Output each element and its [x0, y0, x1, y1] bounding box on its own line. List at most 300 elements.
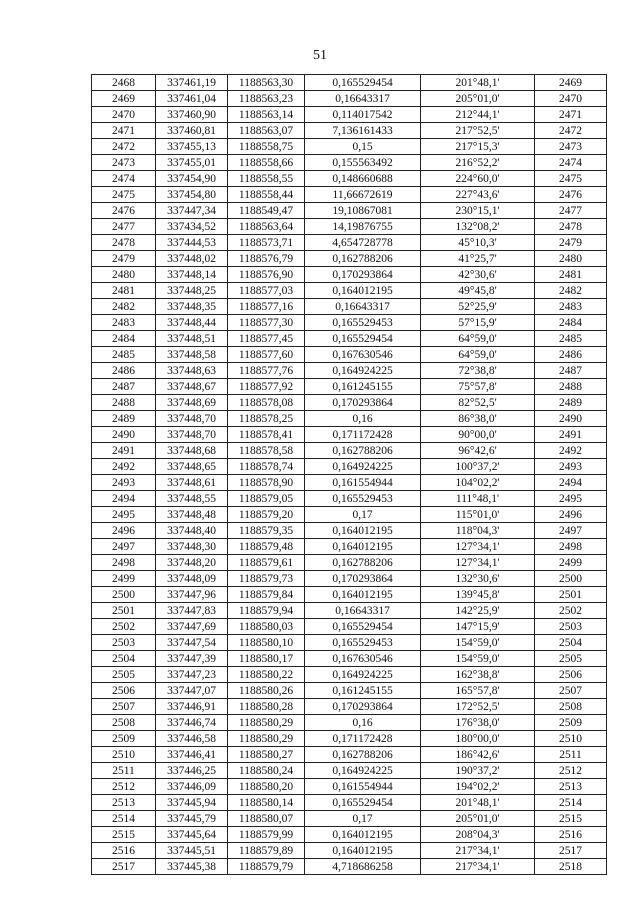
segment-length-cell: 0,17 — [305, 507, 421, 523]
direction-angle-cell: 42°30,6' — [421, 267, 535, 283]
direction-angle-cell: 45°10,3' — [421, 235, 535, 251]
x-coordinate-cell: 337446,91 — [156, 699, 228, 715]
point-from-cell: 2493 — [92, 475, 156, 491]
segment-length-cell: 0,165529453 — [305, 635, 421, 651]
segment-length-cell: 0,164012195 — [305, 843, 421, 859]
y-coordinate-cell: 1188579,84 — [228, 587, 305, 603]
direction-angle-cell: 190°37,2' — [421, 763, 535, 779]
y-coordinate-cell: 1188579,73 — [228, 571, 305, 587]
point-from-cell: 2516 — [92, 843, 156, 859]
x-coordinate-cell: 337448,48 — [156, 507, 228, 523]
y-coordinate-cell: 1188558,75 — [228, 139, 305, 155]
direction-angle-cell: 139°45,8' — [421, 587, 535, 603]
table-row — [92, 699, 607, 715]
point-to-cell: 2501 — [535, 587, 607, 603]
direction-angle-cell: 100°37,2' — [421, 459, 535, 475]
point-to-cell: 2502 — [535, 603, 607, 619]
x-coordinate-cell: 337448,67 — [156, 379, 228, 395]
y-coordinate-cell: 1188576,90 — [228, 267, 305, 283]
segment-length-cell: 14,19876755 — [305, 219, 421, 235]
point-from-cell: 2499 — [92, 571, 156, 587]
direction-angle-cell: 127°34,1' — [421, 539, 535, 555]
point-from-cell: 2489 — [92, 411, 156, 427]
y-coordinate-cell: 1188549,47 — [228, 203, 305, 219]
table-row — [92, 555, 607, 571]
point-to-cell: 2503 — [535, 619, 607, 635]
y-coordinate-cell: 1188563,14 — [228, 107, 305, 123]
point-from-cell: 2500 — [92, 587, 156, 603]
segment-length-cell: 0,161554944 — [305, 779, 421, 795]
point-to-cell: 2512 — [535, 763, 607, 779]
y-coordinate-cell: 1188580,14 — [228, 795, 305, 811]
table-row — [92, 459, 607, 475]
segment-length-cell: 0,161245155 — [305, 683, 421, 699]
segment-length-cell: 0,162788206 — [305, 555, 421, 571]
point-to-cell: 2511 — [535, 747, 607, 763]
point-to-cell: 2469 — [535, 75, 607, 91]
y-coordinate-cell: 1188577,76 — [228, 363, 305, 379]
direction-angle-cell: 217°15,3' — [421, 139, 535, 155]
direction-angle-cell: 154°59,0' — [421, 635, 535, 651]
segment-length-cell: 0,171172428 — [305, 427, 421, 443]
segment-length-cell: 11,66672619 — [305, 187, 421, 203]
direction-angle-cell: 118°04,3' — [421, 523, 535, 539]
point-from-cell: 2502 — [92, 619, 156, 635]
table-row — [92, 491, 607, 507]
x-coordinate-cell: 337455,01 — [156, 155, 228, 171]
point-to-cell: 2497 — [535, 523, 607, 539]
x-coordinate-cell: 337446,09 — [156, 779, 228, 795]
table-row — [92, 267, 607, 283]
point-from-cell: 2507 — [92, 699, 156, 715]
point-from-cell: 2480 — [92, 267, 156, 283]
x-coordinate-cell: 337448,63 — [156, 363, 228, 379]
table-row — [92, 123, 607, 139]
point-from-cell: 2495 — [92, 507, 156, 523]
point-to-cell: 2474 — [535, 155, 607, 171]
direction-angle-cell: 57°15,9' — [421, 315, 535, 331]
table-row — [92, 763, 607, 779]
point-from-cell: 2486 — [92, 363, 156, 379]
x-coordinate-cell: 337447,23 — [156, 667, 228, 683]
direction-angle-cell: 217°52,5' — [421, 123, 535, 139]
point-to-cell: 2514 — [535, 795, 607, 811]
table-row — [92, 203, 607, 219]
table-row — [92, 683, 607, 699]
segment-length-cell: 0,170293864 — [305, 699, 421, 715]
direction-angle-cell: 72°38,8' — [421, 363, 535, 379]
table-row — [92, 235, 607, 251]
table-row — [92, 475, 607, 491]
y-coordinate-cell: 1188577,45 — [228, 331, 305, 347]
direction-angle-cell: 208°04,3' — [421, 827, 535, 843]
x-coordinate-cell: 337460,81 — [156, 123, 228, 139]
x-coordinate-cell: 337445,51 — [156, 843, 228, 859]
x-coordinate-cell: 337454,80 — [156, 187, 228, 203]
direction-angle-cell: 132°30,6' — [421, 571, 535, 587]
table-row — [92, 347, 607, 363]
point-from-cell: 2482 — [92, 299, 156, 315]
point-to-cell: 2496 — [535, 507, 607, 523]
point-to-cell: 2495 — [535, 491, 607, 507]
y-coordinate-cell: 1188580,28 — [228, 699, 305, 715]
direction-angle-cell: 230°15,1' — [421, 203, 535, 219]
point-to-cell: 2506 — [535, 667, 607, 683]
x-coordinate-cell: 337448,30 — [156, 539, 228, 555]
y-coordinate-cell: 1188580,29 — [228, 731, 305, 747]
x-coordinate-cell: 337448,65 — [156, 459, 228, 475]
point-from-cell: 2488 — [92, 395, 156, 411]
table-row — [92, 811, 607, 827]
y-coordinate-cell: 1188580,03 — [228, 619, 305, 635]
table-row — [92, 635, 607, 651]
direction-angle-cell: 154°59,0' — [421, 651, 535, 667]
direction-angle-cell: 201°48,1' — [421, 75, 535, 91]
y-coordinate-cell: 1188579,20 — [228, 507, 305, 523]
table-row — [92, 299, 607, 315]
table-row — [92, 619, 607, 635]
table-row — [92, 75, 607, 91]
x-coordinate-cell: 337447,83 — [156, 603, 228, 619]
direction-angle-cell: 104°02,2' — [421, 475, 535, 491]
direction-angle-cell: 217°34,1' — [421, 859, 535, 875]
point-from-cell: 2508 — [92, 715, 156, 731]
x-coordinate-cell: 337461,19 — [156, 75, 228, 91]
x-coordinate-cell: 337444,53 — [156, 235, 228, 251]
x-coordinate-cell: 337445,94 — [156, 795, 228, 811]
point-to-cell: 2516 — [535, 827, 607, 843]
x-coordinate-cell: 337448,55 — [156, 491, 228, 507]
direction-angle-cell: 111°48,1' — [421, 491, 535, 507]
y-coordinate-cell: 1188578,90 — [228, 475, 305, 491]
segment-length-cell: 19,10867081 — [305, 203, 421, 219]
point-from-cell: 2472 — [92, 139, 156, 155]
y-coordinate-cell: 1188563,23 — [228, 91, 305, 107]
point-to-cell: 2493 — [535, 459, 607, 475]
table-row — [92, 539, 607, 555]
y-coordinate-cell: 1188578,08 — [228, 395, 305, 411]
point-from-cell: 2492 — [92, 459, 156, 475]
direction-angle-cell: 41°25,7' — [421, 251, 535, 267]
x-coordinate-cell: 337445,38 — [156, 859, 228, 875]
segment-length-cell: 0,165529454 — [305, 75, 421, 91]
table-row — [92, 251, 607, 267]
x-coordinate-cell: 337446,41 — [156, 747, 228, 763]
point-to-cell: 2494 — [535, 475, 607, 491]
x-coordinate-cell: 337448,40 — [156, 523, 228, 539]
segment-length-cell: 0,164924225 — [305, 459, 421, 475]
x-coordinate-cell: 337447,54 — [156, 635, 228, 651]
x-coordinate-cell: 337448,25 — [156, 283, 228, 299]
y-coordinate-cell: 1188576,79 — [228, 251, 305, 267]
table-row — [92, 651, 607, 667]
segment-length-cell: 0,161554944 — [305, 475, 421, 491]
point-to-cell: 2490 — [535, 411, 607, 427]
point-to-cell: 2491 — [535, 427, 607, 443]
segment-length-cell: 4,654728778 — [305, 235, 421, 251]
table-row — [92, 107, 607, 123]
x-coordinate-cell: 337446,74 — [156, 715, 228, 731]
y-coordinate-cell: 1188578,58 — [228, 443, 305, 459]
table-row — [92, 523, 607, 539]
x-coordinate-cell: 337446,58 — [156, 731, 228, 747]
y-coordinate-cell: 1188580,27 — [228, 747, 305, 763]
x-coordinate-cell: 337448,20 — [156, 555, 228, 571]
y-coordinate-cell: 1188578,41 — [228, 427, 305, 443]
direction-angle-cell: 64°59,0' — [421, 331, 535, 347]
segment-length-cell: 0,16643317 — [305, 299, 421, 315]
y-coordinate-cell: 1188579,05 — [228, 491, 305, 507]
point-from-cell: 2511 — [92, 763, 156, 779]
direction-angle-cell: 162°38,8' — [421, 667, 535, 683]
point-to-cell: 2477 — [535, 203, 607, 219]
point-from-cell: 2506 — [92, 683, 156, 699]
y-coordinate-cell: 1188563,07 — [228, 123, 305, 139]
direction-angle-cell: 224°60,0' — [421, 171, 535, 187]
point-from-cell: 2474 — [92, 171, 156, 187]
segment-length-cell: 0,170293864 — [305, 267, 421, 283]
table-row — [92, 779, 607, 795]
y-coordinate-cell: 1188573,71 — [228, 235, 305, 251]
point-from-cell: 2514 — [92, 811, 156, 827]
point-from-cell: 2494 — [92, 491, 156, 507]
y-coordinate-cell: 1188579,94 — [228, 603, 305, 619]
point-to-cell: 2508 — [535, 699, 607, 715]
point-from-cell: 2484 — [92, 331, 156, 347]
table-row — [92, 747, 607, 763]
x-coordinate-cell: 337448,02 — [156, 251, 228, 267]
point-from-cell: 2473 — [92, 155, 156, 171]
x-coordinate-cell: 337448,70 — [156, 427, 228, 443]
x-coordinate-cell: 337448,44 — [156, 315, 228, 331]
point-from-cell: 2477 — [92, 219, 156, 235]
point-to-cell: 2486 — [535, 347, 607, 363]
segment-length-cell: 0,162788206 — [305, 251, 421, 267]
table-row — [92, 187, 607, 203]
x-coordinate-cell: 337448,58 — [156, 347, 228, 363]
point-from-cell: 2505 — [92, 667, 156, 683]
point-from-cell: 2481 — [92, 283, 156, 299]
y-coordinate-cell: 1188579,99 — [228, 827, 305, 843]
table-row — [92, 171, 607, 187]
segment-length-cell: 0,16643317 — [305, 91, 421, 107]
y-coordinate-cell: 1188580,29 — [228, 715, 305, 731]
segment-length-cell: 0,162788206 — [305, 747, 421, 763]
point-from-cell: 2509 — [92, 731, 156, 747]
x-coordinate-cell: 337447,34 — [156, 203, 228, 219]
segment-length-cell: 0,164012195 — [305, 587, 421, 603]
y-coordinate-cell: 1188563,30 — [228, 75, 305, 91]
y-coordinate-cell: 1188579,35 — [228, 523, 305, 539]
segment-length-cell: 0,170293864 — [305, 395, 421, 411]
table-row — [92, 443, 607, 459]
table-row — [92, 91, 607, 107]
table-row — [92, 859, 607, 875]
direction-angle-cell: 180°00,0' — [421, 731, 535, 747]
segment-length-cell: 0,164012195 — [305, 827, 421, 843]
segment-length-cell: 0,164924225 — [305, 763, 421, 779]
segment-length-cell: 0,164924225 — [305, 667, 421, 683]
segment-length-cell: 0,162788206 — [305, 443, 421, 459]
point-from-cell: 2496 — [92, 523, 156, 539]
x-coordinate-cell: 337461,04 — [156, 91, 228, 107]
coordinates-table — [91, 74, 607, 875]
x-coordinate-cell: 337448,14 — [156, 267, 228, 283]
y-coordinate-cell: 1188580,10 — [228, 635, 305, 651]
segment-length-cell: 0,165529454 — [305, 331, 421, 347]
table-row — [92, 715, 607, 731]
point-from-cell: 2503 — [92, 635, 156, 651]
y-coordinate-cell: 1188580,22 — [228, 667, 305, 683]
table-row — [92, 843, 607, 859]
point-from-cell: 2470 — [92, 107, 156, 123]
point-to-cell: 2476 — [535, 187, 607, 203]
point-from-cell: 2485 — [92, 347, 156, 363]
table-row — [92, 571, 607, 587]
point-to-cell: 2488 — [535, 379, 607, 395]
segment-length-cell: 0,164012195 — [305, 283, 421, 299]
table-row — [92, 507, 607, 523]
direction-angle-cell: 132°08,2' — [421, 219, 535, 235]
y-coordinate-cell: 1188579,79 — [228, 859, 305, 875]
y-coordinate-cell: 1188558,55 — [228, 171, 305, 187]
segment-length-cell: 0,155563492 — [305, 155, 421, 171]
direction-angle-cell: 75°57,8' — [421, 379, 535, 395]
y-coordinate-cell: 1188578,25 — [228, 411, 305, 427]
point-to-cell: 2515 — [535, 811, 607, 827]
x-coordinate-cell: 337448,70 — [156, 411, 228, 427]
direction-angle-cell: 96°42,6' — [421, 443, 535, 459]
x-coordinate-cell: 337448,68 — [156, 443, 228, 459]
y-coordinate-cell: 1188563,64 — [228, 219, 305, 235]
table-row — [92, 363, 607, 379]
x-coordinate-cell: 337446,25 — [156, 763, 228, 779]
point-to-cell: 2483 — [535, 299, 607, 315]
y-coordinate-cell: 1188558,66 — [228, 155, 305, 171]
segment-length-cell: 0,16643317 — [305, 603, 421, 619]
point-from-cell: 2475 — [92, 187, 156, 203]
y-coordinate-cell: 1188577,03 — [228, 283, 305, 299]
table-row — [92, 587, 607, 603]
point-to-cell: 2484 — [535, 315, 607, 331]
point-to-cell: 2481 — [535, 267, 607, 283]
point-to-cell: 2492 — [535, 443, 607, 459]
point-to-cell: 2480 — [535, 251, 607, 267]
table-row — [92, 315, 607, 331]
y-coordinate-cell: 1188580,26 — [228, 683, 305, 699]
point-from-cell: 2515 — [92, 827, 156, 843]
table-row — [92, 331, 607, 347]
point-to-cell: 2504 — [535, 635, 607, 651]
y-coordinate-cell: 1188580,24 — [228, 763, 305, 779]
y-coordinate-cell: 1188580,20 — [228, 779, 305, 795]
segment-length-cell: 0,164012195 — [305, 539, 421, 555]
segment-length-cell: 0,167630546 — [305, 347, 421, 363]
point-from-cell: 2468 — [92, 75, 156, 91]
direction-angle-cell: 227°43,6' — [421, 187, 535, 203]
y-coordinate-cell: 1188577,60 — [228, 347, 305, 363]
point-to-cell: 2510 — [535, 731, 607, 747]
direction-angle-cell: 217°34,1' — [421, 843, 535, 859]
point-from-cell: 2501 — [92, 603, 156, 619]
y-coordinate-cell: 1188577,30 — [228, 315, 305, 331]
x-coordinate-cell: 337445,79 — [156, 811, 228, 827]
direction-angle-cell: 186°42,6' — [421, 747, 535, 763]
table-row — [92, 395, 607, 411]
point-to-cell: 2487 — [535, 363, 607, 379]
table-row — [92, 379, 607, 395]
segment-length-cell: 0,16 — [305, 715, 421, 731]
point-to-cell: 2485 — [535, 331, 607, 347]
segment-length-cell: 0,164012195 — [305, 523, 421, 539]
table-row — [92, 139, 607, 155]
point-from-cell: 2476 — [92, 203, 156, 219]
segment-length-cell: 0,114017542 — [305, 107, 421, 123]
direction-angle-cell: 205°01,0' — [421, 91, 535, 107]
point-from-cell: 2497 — [92, 539, 156, 555]
x-coordinate-cell: 337448,35 — [156, 299, 228, 315]
point-to-cell: 2500 — [535, 571, 607, 587]
x-coordinate-cell: 337455,13 — [156, 139, 228, 155]
x-coordinate-cell: 337447,96 — [156, 587, 228, 603]
table-row — [92, 155, 607, 171]
point-from-cell: 2483 — [92, 315, 156, 331]
segment-length-cell: 0,167630546 — [305, 651, 421, 667]
point-from-cell: 2491 — [92, 443, 156, 459]
segment-length-cell: 0,165529454 — [305, 619, 421, 635]
point-from-cell: 2517 — [92, 859, 156, 875]
point-to-cell: 2471 — [535, 107, 607, 123]
x-coordinate-cell: 337448,09 — [156, 571, 228, 587]
segment-length-cell: 0,17 — [305, 811, 421, 827]
x-coordinate-cell: 337445,64 — [156, 827, 228, 843]
point-from-cell: 2479 — [92, 251, 156, 267]
direction-angle-cell: 165°57,8' — [421, 683, 535, 699]
point-to-cell: 2509 — [535, 715, 607, 731]
point-to-cell: 2507 — [535, 683, 607, 699]
point-to-cell: 2499 — [535, 555, 607, 571]
direction-angle-cell: 49°45,8' — [421, 283, 535, 299]
segment-length-cell: 0,161245155 — [305, 379, 421, 395]
segment-length-cell: 0,148660688 — [305, 171, 421, 187]
point-from-cell: 2513 — [92, 795, 156, 811]
point-to-cell: 2482 — [535, 283, 607, 299]
point-from-cell: 2490 — [92, 427, 156, 443]
point-from-cell: 2512 — [92, 779, 156, 795]
segment-length-cell: 0,165529453 — [305, 491, 421, 507]
table-row — [92, 283, 607, 299]
point-to-cell: 2470 — [535, 91, 607, 107]
point-to-cell: 2513 — [535, 779, 607, 795]
point-from-cell: 2471 — [92, 123, 156, 139]
segment-length-cell: 0,165529453 — [305, 315, 421, 331]
direction-angle-cell: 212°44,1' — [421, 107, 535, 123]
direction-angle-cell: 205°01,0' — [421, 811, 535, 827]
direction-angle-cell: 52°25,9' — [421, 299, 535, 315]
direction-angle-cell: 86°38,0' — [421, 411, 535, 427]
point-to-cell: 2478 — [535, 219, 607, 235]
table-row — [92, 411, 607, 427]
segment-length-cell: 0,170293864 — [305, 571, 421, 587]
table-row — [92, 731, 607, 747]
y-coordinate-cell: 1188580,07 — [228, 811, 305, 827]
y-coordinate-cell: 1188577,16 — [228, 299, 305, 315]
table-row — [92, 427, 607, 443]
direction-angle-cell: 127°34,1' — [421, 555, 535, 571]
y-coordinate-cell: 1188579,61 — [228, 555, 305, 571]
y-coordinate-cell: 1188577,92 — [228, 379, 305, 395]
y-coordinate-cell: 1188578,74 — [228, 459, 305, 475]
